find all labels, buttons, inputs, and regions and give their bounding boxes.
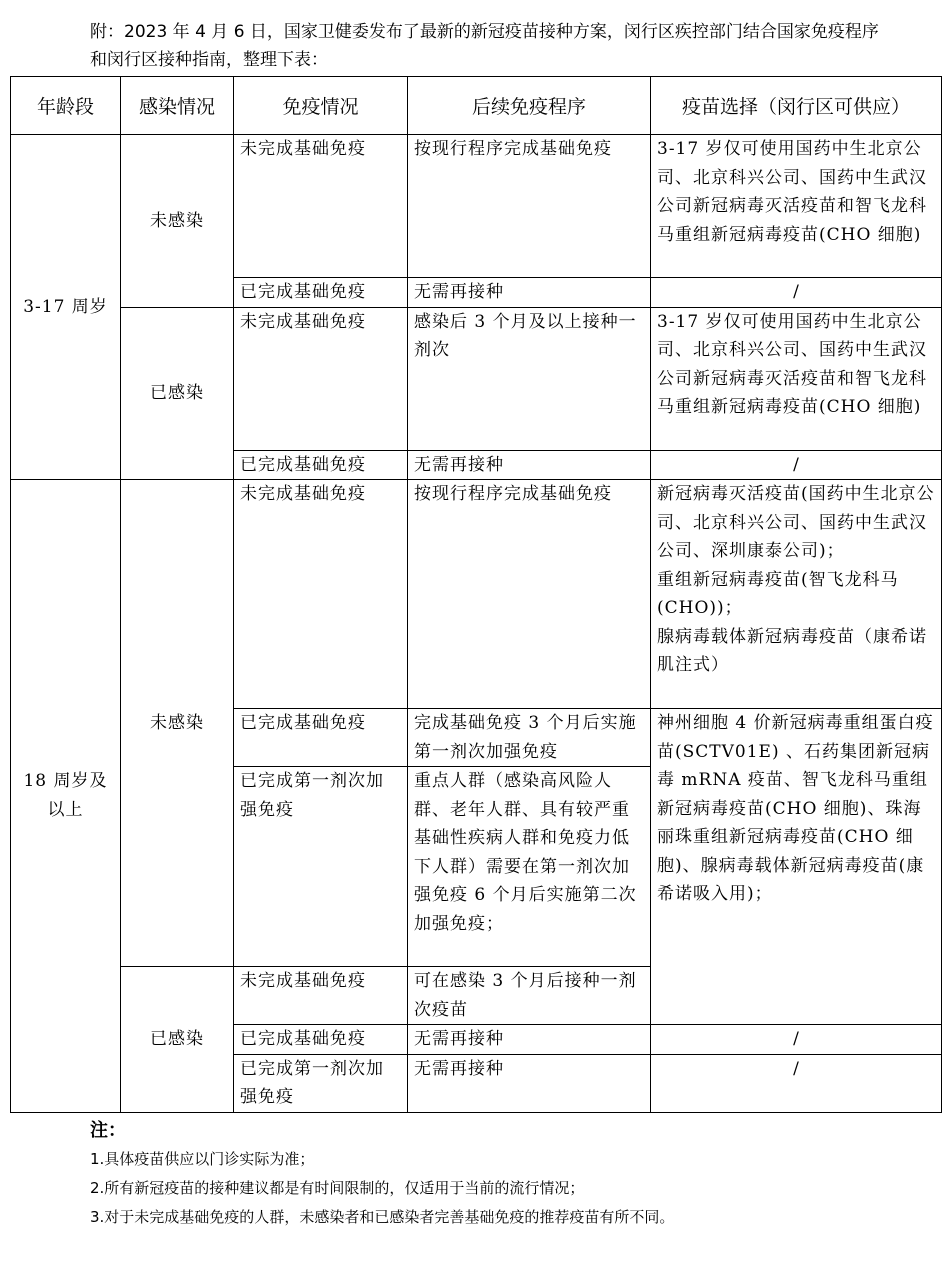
procedure-cell: 无需再接种 [408, 278, 651, 308]
notes-heading: 注： [90, 1120, 126, 1141]
header-age-group: 年龄段 [11, 77, 121, 135]
table-header-row [11, 77, 942, 135]
procedure-cell: 无需再接种 [408, 1054, 651, 1112]
vaccine-cell: / [651, 1054, 942, 1112]
vaccine-cell: 3-17 岁仅可使用国药中生北京公司、北京科兴公司、国药中生武汉公司新冠病毒灭活疫苗和智飞龙科马重组新冠病毒疫苗(CHO 细胞) [651, 135, 942, 278]
procedure-cell: 重点人群（感染高风险人群、老年人群、具有较严重基础性疾病人群和免疫力低下人群）需要在第一剂次加强免疫 6 个月后实施第二次加强免疫； [408, 767, 651, 967]
vaccine-line: 腺病毒载体新冠病毒疫苗（康希诺肌注式） [657, 626, 927, 675]
procedure-cell: 感染后 3 个月及以上接种一剂次 [408, 307, 651, 450]
vaccine-cell: / [651, 450, 942, 480]
vaccine-cell: / [651, 1025, 942, 1055]
immunization-status-cell: 已完成基础免疫 [234, 278, 408, 308]
vaccine-line: 重组新冠病毒疫苗(智飞龙科马(CHO))； [657, 569, 899, 618]
immunization-status-cell: 已完成第一剂次加强免疫 [234, 1054, 408, 1112]
immunization-status-cell: 已完成基础免疫 [234, 450, 408, 480]
table-row [11, 307, 942, 450]
procedure-cell: 无需再接种 [408, 450, 651, 480]
immunization-status-cell: 未完成基础免疫 [234, 135, 408, 278]
procedure-cell: 无需再接种 [408, 1025, 651, 1055]
notes-section [90, 1116, 674, 1232]
immunization-status-cell: 已完成基础免疫 [234, 709, 408, 767]
procedure-cell: 按现行程序完成基础免疫 [408, 135, 651, 278]
immunization-status-cell: 未完成基础免疫 [234, 480, 408, 709]
header-follow-up-procedure: 后续免疫程序 [408, 77, 651, 135]
infected-cell: 已感染 [121, 967, 234, 1113]
procedure-cell: 可在感染 3 个月后接种一剂次疫苗 [408, 967, 651, 1025]
vaccine-cell: / [651, 278, 942, 308]
age-3-17-cell: 3-17 周岁 [11, 135, 121, 480]
vaccine-line: 新冠病毒灭活疫苗(国药中生北京公司、北京科兴公司、国药中生武汉公司、深圳康泰公司)； [657, 484, 935, 561]
age-18-plus-cell: 18 周岁及以上 [11, 480, 121, 1113]
vaccination-schedule-table [10, 76, 942, 1113]
procedure-cell: 完成基础免疫 3 个月后实施第一剂次加强免疫 [408, 709, 651, 767]
vaccine-cell: 3-17 岁仅可使用国药中生北京公司、北京科兴公司、国药中生武汉公司新冠病毒灭活疫苗和智飞龙科马重组新冠病毒疫苗(CHO 细胞) [651, 307, 942, 450]
immunization-status-cell: 未完成基础免疫 [234, 307, 408, 450]
header-infection-status: 感染情况 [121, 77, 234, 135]
not-infected-cell: 未感染 [121, 480, 234, 967]
not-infected-cell: 未感染 [121, 135, 234, 308]
infected-cell: 已感染 [121, 307, 234, 480]
table-row [11, 480, 942, 709]
note-item: 2.所有新冠疫苗的接种建议都是有时间限制的，仅适用于当前的流行情况； [90, 1179, 585, 1197]
note-item: 3.对于未完成基础免疫的人群，未感染者和已感染者完善基础免疫的推荐疫苗有所不同。 [90, 1208, 675, 1226]
procedure-cell: 按现行程序完成基础免疫 [408, 480, 651, 709]
immunization-status-cell: 已完成基础免疫 [234, 1025, 408, 1055]
immunization-status-cell: 未完成基础免疫 [234, 967, 408, 1025]
immunization-status-cell: 已完成第一剂次加强免疫 [234, 767, 408, 967]
vaccine-cell [651, 480, 942, 709]
header-vaccine-choice: 疫苗选择（闵行区可供应） [651, 77, 942, 135]
table-row [11, 135, 942, 278]
header-immunization-status: 免疫情况 [234, 77, 408, 135]
intro-paragraph: 附：2023 年 4 月 6 日，国家卫健委发布了最新的新冠疫苗接种方案，闵行区疾控部门结合国家免疫程序和闵行区接种指南，整理下表： [90, 22, 879, 70]
vaccine-cell: 神州细胞 4 价新冠病毒重组蛋白疫苗(SCTV01E) 、石药集团新冠病毒 mRNA 疫苗、智飞龙科马重组新冠病毒疫苗(CHO 细胞)、珠海丽珠重组新冠病毒疫苗(CHO 细胞)、腺病毒载体新冠病毒疫苗(康希诺吸入用)； [651, 709, 942, 1025]
note-item: 1.具体疫苗供应以门诊实际为准； [90, 1150, 315, 1168]
